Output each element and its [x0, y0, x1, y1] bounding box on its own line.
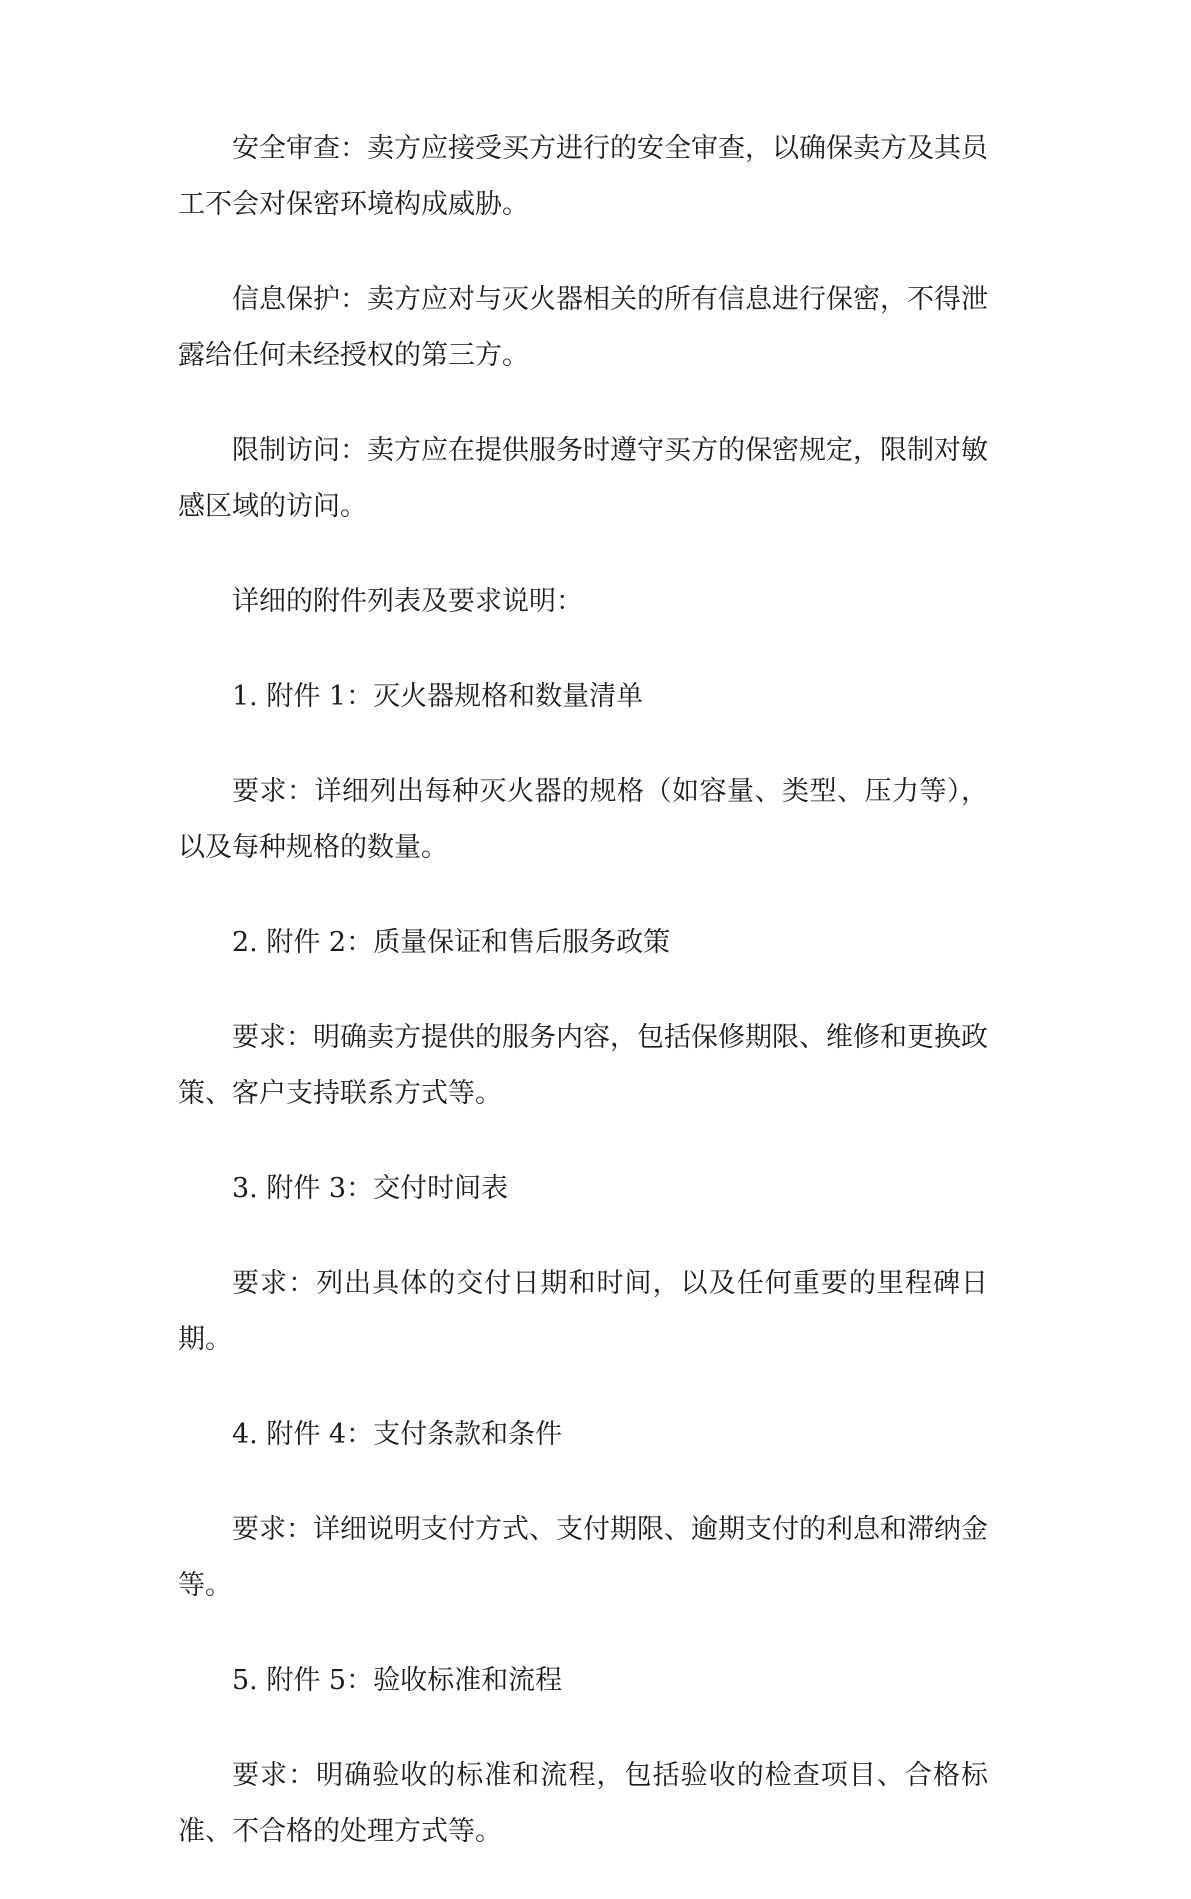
- paragraph-attachment-5-title: 5. 附件 5：验收标准和流程: [232, 1665, 563, 1696]
- document-body: [178, 121, 988, 1899]
- paragraph-attachment-1-requirement: 要求：详细列出每种灭火器的规格（如容量、类型、压力等），以及每种规格的数量。: [178, 776, 988, 863]
- paragraph-attachment-3-requirement: 要求：列出具体的交付日期和时间，以及任何重要的里程碑日期。: [178, 1268, 988, 1355]
- paragraph-security-review: 安全审查：卖方应接受买方进行的安全审查，以确保卖方及其员工不会对保密环境构成威胁。: [178, 133, 988, 220]
- paragraph-attachment-list-heading: 详细的附件列表及要求说明：: [232, 586, 583, 617]
- paragraph-attachment-1-title: 1. 附件 1：灭火器规格和数量清单: [232, 681, 644, 712]
- paragraph-attachment-5-requirement: 要求：明确验收的标准和流程，包括验收的检查项目、合格标准、不合格的处理方式等。: [178, 1760, 988, 1847]
- paragraph-information-protection: 信息保护：卖方应对与灭火器相关的所有信息进行保密，不得泄露给任何未经授权的第三方。: [178, 284, 988, 371]
- paragraph-access-restriction: 限制访问：卖方应在提供服务时遵守买方的保密规定，限制对敏感区域的访问。: [178, 435, 988, 522]
- paragraph-attachment-4-title: 4. 附件 4：支付条款和条件: [232, 1419, 563, 1450]
- paragraph-attachment-2-requirement: 要求：明确卖方提供的服务内容，包括保修期限、维修和更换政策、客户支持联系方式等。: [178, 1022, 988, 1109]
- paragraph-attachment-3-title: 3. 附件 3：交付时间表: [232, 1173, 509, 1204]
- paragraph-attachment-4-requirement: 要求：详细说明支付方式、支付期限、逾期支付的利息和滞纳金等。: [178, 1514, 988, 1601]
- paragraph-attachment-2-title: 2. 附件 2：质量保证和售后服务政策: [232, 927, 671, 958]
